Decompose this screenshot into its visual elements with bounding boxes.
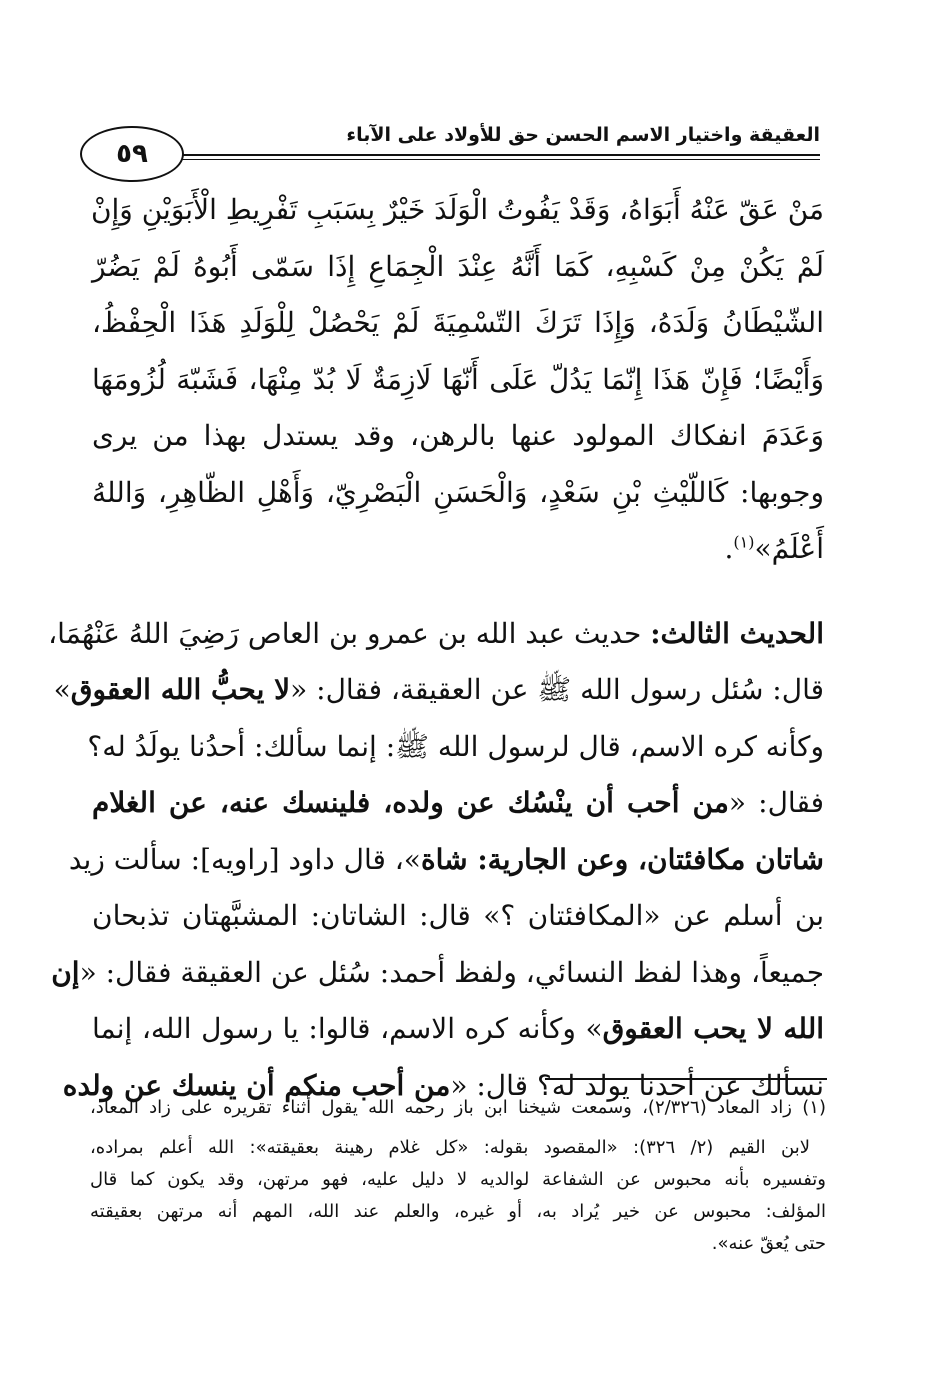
hadith-quote: من أحب أن ينْسُك عن ولده، فلينسك عنه، عن الغلام xyxy=(92,786,729,819)
text-line xyxy=(53,662,824,719)
paragraph-gap xyxy=(92,578,824,606)
header-rule xyxy=(168,154,820,156)
footnotes xyxy=(90,1092,826,1260)
footnote-gap xyxy=(90,1124,826,1132)
hadith-quote: شاتان مكافئتان، وعن الجارية: شاة xyxy=(420,842,824,876)
footnote-line: (١) زاد المعاد (٢/٣٢٦)، وسمعت شيخنا ابن باز رحمه الله يقول أثناء تقريره على زاد المعاد، xyxy=(90,1097,826,1118)
text-line xyxy=(92,775,824,832)
text-line xyxy=(48,606,824,663)
text-line: بن أسلم عن «المكافئتان ؟» قال: الشاتان: المشبَّهتان تذبحان xyxy=(92,899,824,932)
footnote-separator xyxy=(545,1078,827,1080)
text-line: الشّيْطَانُ وَلَدَهُ، وَإِذَا تَرَكَ التّسْمِيَةَ لَمْ يَحْصُلْ لِلْوَلَدِ هَذَا الْحِفْظُ، xyxy=(92,306,824,339)
section-heading: الحديث الثالث: xyxy=(650,616,824,650)
text-line xyxy=(51,945,824,1002)
hadith-quote: إن xyxy=(51,955,80,989)
text-fragment: نسألك عن أحدنا يولد له؟ قال: « xyxy=(450,1068,824,1102)
footnote-line: وتفسيره بأنه محبوس عن الشفاعة لوالديه لا دليل عليه، فهو مرتهن، وقد يكون كما قال xyxy=(90,1169,826,1190)
footnote-line: المؤلف: محبوس عن خير يُراد به، أو غيره، والعلم عند الله، المهم أنه مرتهن بعقيقته xyxy=(90,1201,826,1222)
paragraph-1 xyxy=(92,182,824,578)
hadith-quote: من أحب منكم أن ينسك عن ولده xyxy=(62,1068,451,1102)
text-line: لَمْ يَكُنْ مِنْ كَسْبِهِ، كَمَا أَنَّهُ عِنْدَ الْجِمَاعِ إِذَا سَمّى أَبُوهُ لَمْ يَضُرّ xyxy=(92,249,824,283)
text-line: وكأنه كره الاسم، قال لرسول الله ﷺ: إنما سألك: أحدُنا يولَدُ له؟ xyxy=(87,729,824,763)
text-line xyxy=(92,521,824,578)
text-line: وَأَيْضًا؛ فَإِنّ هَذَا إِنّمَا يَدُلّ عَلَى أَنّهَا لَازِمَةٌ لَا بُدّ مِنْهَا، فَشَبّهَ لُزُومَهَا xyxy=(92,362,824,396)
running-title: العقيقة واختيار الاسم الحسن حق للأولاد على الآباء xyxy=(346,124,820,146)
text-fragment: »، قال داود [راويه]: سألت زيد xyxy=(68,842,421,876)
page-header xyxy=(80,118,820,188)
text-fragment: قال: سُئل رسول الله ﷺ عن العقيقة، فقال: « xyxy=(290,673,824,706)
text-fragment: فقال: « xyxy=(728,786,825,819)
text-fragment: » وكأنه كره الاسم، قالوا: يا رسول الله، إنما xyxy=(92,1012,603,1045)
text-fragment: » xyxy=(53,673,71,706)
text-line: وجوبها: كَاللّيْثِ بْنِ سَعْدٍ، وَالْحَسَنِ الْبَصْرِيّ، وَأَهْلِ الظّاهِرِ، وَاللهُ xyxy=(92,475,824,509)
text-fragment: . xyxy=(724,532,734,565)
text-line xyxy=(92,1001,824,1058)
hadith-quote: لا يحبُّ الله العقوق xyxy=(70,673,291,706)
header-rule-thin xyxy=(176,159,820,160)
paragraph-2 xyxy=(48,606,825,1115)
text-line xyxy=(68,832,824,889)
footnote-line: لابن القيم (٢/ ٣٢٦): «المقصود بقوله: «كل غلام رهينة بعقيقته»: الله أعلم بمراده، xyxy=(90,1137,811,1158)
text-line: وَعَدَمَ انفكاك المولود عنها بالرهن، وقد يستدل بهذا من يرى xyxy=(92,419,824,452)
text-fragment: جميعاً، وهذا لفظ النسائي، ولفظ أحمد: سُئل عن العقيقة فقال: « xyxy=(79,955,824,989)
footnote-reference: (١) xyxy=(733,532,755,552)
footnote-line: حتى يُعقّ عنه». xyxy=(711,1233,826,1254)
page-number: ٥٩ xyxy=(80,126,184,182)
hadith-quote: الله لا يحب العقوق xyxy=(602,1012,824,1045)
main-text xyxy=(48,182,825,1114)
text-fragment: حديث عبد الله بن عمرو بن العاص رَضِيَ اللهُ عَنْهُمَا، xyxy=(48,616,642,650)
text-fragment: أَعْلَمُ» xyxy=(754,532,824,565)
text-line: مَنْ عَقّ عَنْهُ أَبَوَاهُ، وَقَدْ يَفُوتُ الْوَلَدَ خَيْرٌ بِسَبَبِ تَفْرِيطِ الْأَبَوَيْنِ وَإِنْ xyxy=(90,193,824,226)
